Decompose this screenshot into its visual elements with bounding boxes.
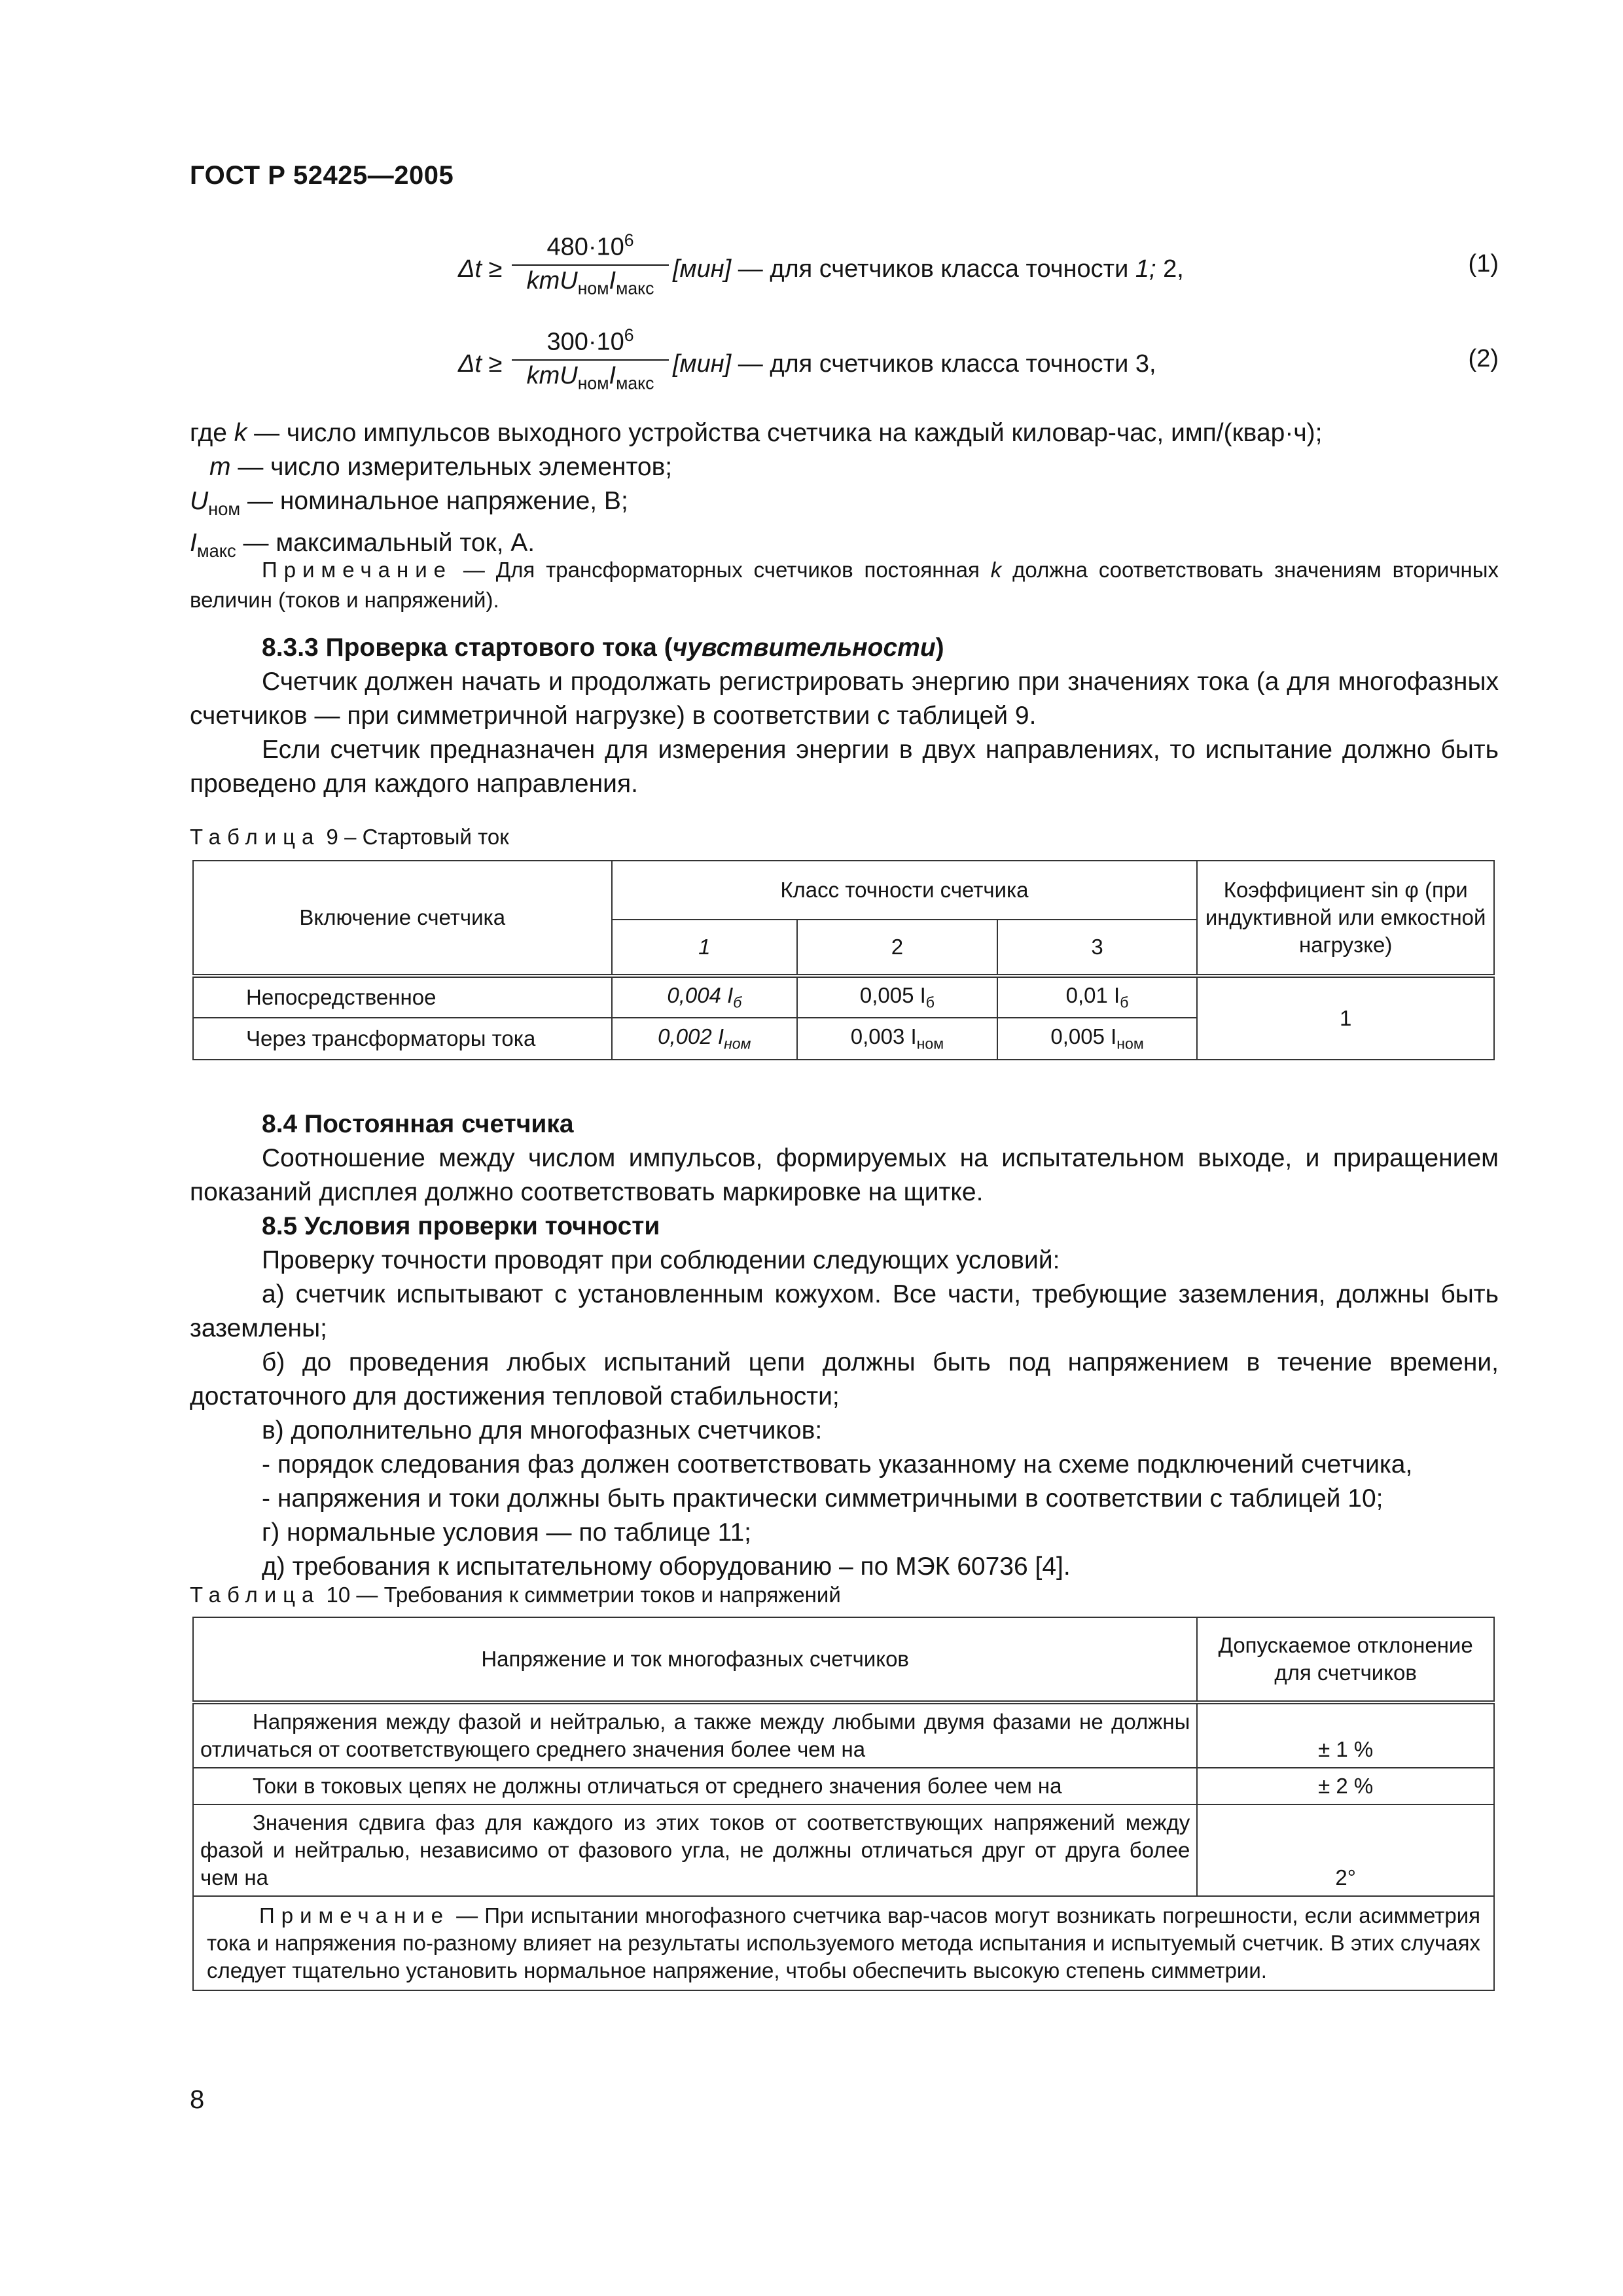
definition-i: $I_{макс}$ — максимальный ток, А. bbox=[190, 528, 535, 561]
header-class-3: 3 bbox=[997, 920, 1198, 976]
header-tolerance: Допускаемое отклонение для счетчиков bbox=[1197, 1617, 1494, 1702]
condition-a: а) счетчик испытывают с установленным кожухом. Все части, требующие заземления, должны быть заземлены; bbox=[190, 1280, 1499, 1342]
header-class-1: 1 bbox=[612, 920, 798, 976]
row-value: ± 1 % bbox=[1197, 1702, 1494, 1768]
row-value: 2° bbox=[1197, 1804, 1494, 1896]
table-row bbox=[193, 1768, 1494, 1804]
table-10 bbox=[192, 1617, 1495, 1991]
cell-value: 0,005 $I_б$ bbox=[797, 976, 997, 1018]
condition-b: б) до проведения любых испытаний цепи должны быть под напряжением в течение времени, достаточного для достижения тепловой стабильности; bbox=[190, 1348, 1499, 1410]
formula-1-number: (1) bbox=[1468, 250, 1499, 278]
condition-e: д) требования к испытательному оборудованию – по МЭК 60736 [4]. bbox=[262, 1552, 1071, 1581]
cell-value: 0,01 $I_б$ bbox=[997, 976, 1198, 1018]
formula-2-fraction: $300\cdot 10^6$ $kmU_{ном}I_{макс}$ bbox=[512, 325, 669, 393]
definition-u: $U_{ном}$ — номинальное напряжение, В; bbox=[190, 487, 628, 519]
section-8-5-heading: 8.5 Условия проверки точности bbox=[262, 1212, 660, 1240]
section-8-3-3-p2: Если счетчик предназначен для измерения энергии в двух направлениях, то испытание должно быть проведено для каждого направления. bbox=[190, 736, 1499, 798]
table-row bbox=[193, 1804, 1494, 1896]
formula-1-text: [мин] — для счетчиков класса точности 1; 2, bbox=[673, 255, 1184, 283]
header-voltage-current: Напряжение и ток многофазных счетчиков bbox=[193, 1617, 1197, 1702]
section-8-3-3-heading: 8.3.3 Проверка стартового тока (чувствительности) bbox=[262, 634, 944, 662]
section-8-3-3-p1: Счетчик должен начать и продолжать регистрировать энергию при значениях тока (а для многофазных счетчиков — при симметричной нагрузке) в соответствии с таблицей 9. bbox=[190, 668, 1499, 730]
formula-1-lhs: Δt ≥ bbox=[458, 255, 503, 283]
table-row bbox=[193, 1702, 1494, 1768]
formula-2 bbox=[458, 325, 1499, 410]
row-label: Непосредственное bbox=[193, 976, 612, 1018]
variable-definitions bbox=[190, 416, 1499, 568]
formula-1 bbox=[458, 230, 1499, 315]
row-text: Токи в токовых цепях не должны отличаться от среднего значения более чем на bbox=[193, 1768, 1197, 1804]
table-10-note: Примечание — При испытании многофазного счетчика вар-часов могут возникать погрешности, если асимметрия тока и напряжения по-разному влияет на результаты используемого метода испытания и испытуемый счетчик. В этих случаях следует тщательно установить нормальное напряжение, чтобы обеспечить высокую степень симметрии. bbox=[193, 1896, 1494, 1990]
cell-value: 0,005 $I_{ном}$ bbox=[997, 1018, 1198, 1060]
cell-value: 0,003 $I_{ном}$ bbox=[797, 1018, 997, 1060]
section-8-5-p1: Проверку точности проводят при соблюдении следующих условий: bbox=[262, 1246, 1060, 1274]
section-8-4-heading: 8.4 Постоянная счетчика bbox=[262, 1110, 574, 1138]
row-value: ± 2 % bbox=[1197, 1768, 1494, 1804]
section-8-4-p1: Соотношение между числом импульсов, формируемых на испытательном выходе, и приращением показаний дисплея должно соответствовать маркировке на щитке. bbox=[190, 1144, 1499, 1206]
section-8-3-3 bbox=[190, 631, 1499, 801]
definition-m: m — число измерительных элементов; bbox=[209, 453, 673, 481]
formula-2-lhs: Δt ≥ bbox=[458, 350, 503, 378]
table-row bbox=[193, 976, 1494, 1018]
document-header: ГОСТ Р 52425—2005 bbox=[190, 161, 454, 190]
table-9 bbox=[192, 860, 1495, 1060]
row-label: Через трансформаторы тока bbox=[193, 1018, 612, 1060]
cell-value: 0,004 $I_б$ bbox=[612, 976, 798, 1018]
row-text: Напряжения между фазой и нейтралью, а также между любыми двумя фазами не должны отличаться от соответствующего среднего значения более чем на bbox=[193, 1702, 1197, 1768]
definition-k: где k — число импульсов выходного устройства счетчика на каждый киловар-час, имп/(квар·ч); bbox=[190, 419, 1323, 447]
cell-value: 0,002 $I_{ном}$ bbox=[612, 1018, 798, 1060]
table-9-caption: Таблица 9 – Стартовый ток bbox=[190, 825, 509, 849]
table-note-row bbox=[193, 1896, 1494, 1990]
condition-c1: - порядок следования фаз должен соответствовать указанному на схеме подключений счетчика, bbox=[262, 1450, 1413, 1479]
condition-c: в) дополнительно для многофазных счетчиков: bbox=[262, 1416, 823, 1444]
sections-8-4-8-5 bbox=[190, 1107, 1499, 1584]
row-text: Значения сдвига фаз для каждого из этих токов от соответствующих напряжений между фазой и нейтралью, независимо от фазового угла, не должны отличаться друг от друга более чем на bbox=[193, 1804, 1197, 1896]
table-10-caption: Таблица 10 — Требования к симметрии токов и напряжений bbox=[190, 1583, 841, 1607]
coefficient-value: 1 bbox=[1197, 976, 1494, 1060]
header-coefficient: Коэффициент sin φ (при индуктивной или емкостной нагрузке) bbox=[1197, 861, 1494, 976]
page-number: 8 bbox=[190, 2085, 205, 2114]
formula-2-number: (2) bbox=[1468, 345, 1499, 372]
note-1: Примечание — Для трансформаторных счетчиков постоянная k должна соответствовать значениям вторичных величин (токов и напряжений). bbox=[190, 558, 1499, 612]
formula-1-fraction: $480\cdot 10^6$ $kmU_{ном}I_{макс}$ bbox=[512, 230, 669, 298]
header-inclusion: Включение счетчика bbox=[193, 861, 612, 976]
header-accuracy-class: Класс точности счетчика bbox=[612, 861, 1198, 920]
formula-2-text: [мин] — для счетчиков класса точности 3, bbox=[673, 350, 1156, 378]
condition-d: г) нормальные условия — по таблице 11; bbox=[262, 1518, 752, 1547]
header-class-2: 2 bbox=[797, 920, 997, 976]
condition-c2: - напряжения и токи должны быть практически симметричными в соответствии с таблицей 10; bbox=[262, 1484, 1383, 1513]
